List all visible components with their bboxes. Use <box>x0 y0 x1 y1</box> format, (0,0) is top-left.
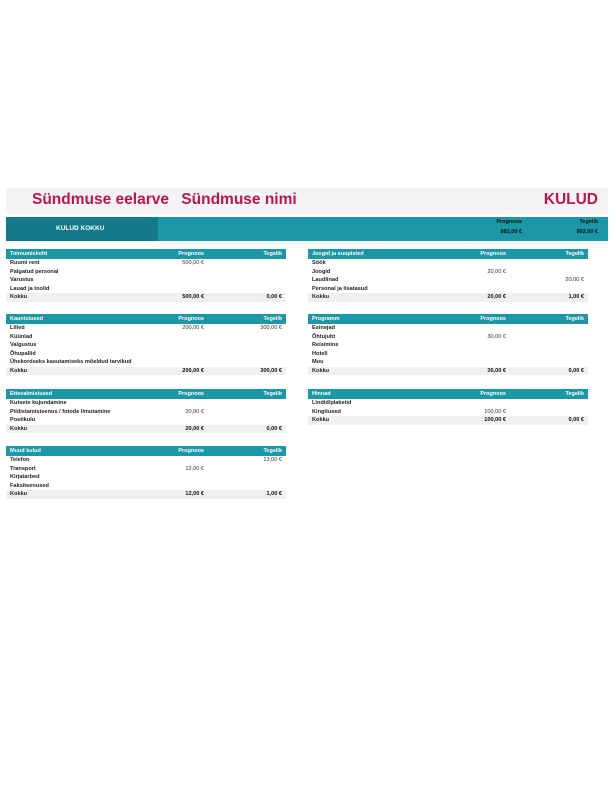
section-title: Joogid ja suupisted <box>312 250 364 257</box>
forecast-header: Prognoos <box>480 250 506 257</box>
section-title: Kaunistused <box>10 315 44 322</box>
section-header <box>308 249 588 259</box>
table-row <box>6 456 286 465</box>
total-forecast: 30,00 € <box>487 367 506 374</box>
total-actual: 1,00 € <box>568 294 584 300</box>
forecast-header: Prognoos <box>178 250 204 257</box>
total-actual: 300,00 € <box>260 367 282 374</box>
total-forecast: 200,00 € <box>182 367 204 374</box>
total-actual-header: Tegelik <box>579 219 598 225</box>
section-3 <box>308 314 588 375</box>
section-header <box>6 249 286 259</box>
total-label: Kokku <box>10 367 28 374</box>
section-4 <box>6 389 286 433</box>
section-header <box>308 314 588 324</box>
total-forecast: 12,00 € <box>185 491 204 497</box>
table-row <box>308 358 588 367</box>
section-title: Toimumiskoht <box>10 250 48 257</box>
table-row <box>6 285 286 294</box>
row-label: Ühekordseks kasutamiseks mõeldud tarvikud <box>10 359 132 365</box>
title-bar <box>6 188 608 214</box>
total-forecast-value: 882,00 € <box>500 229 522 235</box>
table-row <box>6 324 286 333</box>
section-5 <box>308 389 588 425</box>
total-actual: 0,00 € <box>266 294 282 300</box>
total-row <box>6 490 286 499</box>
row-label: Palgatud personal <box>10 268 59 275</box>
row-label: Pildistamisteenus / fotode ilmutamine <box>10 408 111 415</box>
row-label: Kirjatarbed <box>10 474 40 480</box>
table-row <box>308 341 588 350</box>
table-row <box>6 482 286 491</box>
table-row <box>6 408 286 417</box>
section-header <box>6 389 286 399</box>
row-actual: 300,00 € <box>260 325 282 331</box>
forecast-header: Prognoos <box>480 315 506 322</box>
table-row <box>308 350 588 359</box>
budget-page <box>6 188 608 497</box>
row-label: Joogid <box>312 268 331 275</box>
total-actual: 0,00 € <box>568 367 584 374</box>
total-forecast: 100,00 € <box>484 417 506 423</box>
total-expenses-values <box>158 217 608 241</box>
row-label: Hotell <box>312 350 328 357</box>
section-title: Ettevalmistused <box>10 390 53 397</box>
actual-header: Tegelik <box>565 390 584 397</box>
row-forecast: 20,00 € <box>487 268 506 275</box>
row-label: Küünlad <box>10 333 33 340</box>
row-label: Laudlinad <box>312 277 339 283</box>
row-label: Kutsete kujundamine <box>10 400 67 406</box>
section-header <box>6 314 286 324</box>
total-forecast: 20,00 € <box>487 294 506 300</box>
row-label: Õhtujuht <box>312 333 336 340</box>
row-label: Õhupallid <box>10 350 36 357</box>
total-actual: 0,00 € <box>266 425 282 432</box>
table-row <box>6 416 286 425</box>
section-title: Muud kulud <box>10 447 41 454</box>
section-header <box>308 389 588 399</box>
title-event-name: Sündmuse nimi <box>181 191 297 208</box>
row-actual: 20,00 € <box>565 277 584 283</box>
row-label: Varustus <box>10 277 34 283</box>
row-forecast: 30,00 € <box>487 333 506 340</box>
row-label: Ruumi rent <box>10 260 40 266</box>
row-forecast: 12,00 € <box>185 465 204 472</box>
actual-header: Tegelik <box>263 447 282 454</box>
row-label: Faksiteenused <box>10 482 49 489</box>
total-row <box>308 416 588 425</box>
title-expenses: KULUD <box>543 191 598 208</box>
actual-header: Tegelik <box>565 315 584 322</box>
table-row <box>308 268 588 277</box>
page-title <box>32 191 305 209</box>
total-actual: 1,00 € <box>266 491 282 497</box>
row-label: Muu <box>312 359 324 365</box>
table-row <box>6 268 286 277</box>
actual-header: Tegelik <box>263 315 282 322</box>
total-forecast: 20,00 € <box>185 425 204 432</box>
section-0 <box>6 249 286 302</box>
table-row <box>308 408 588 417</box>
total-label: Kokku <box>10 425 28 432</box>
total-expenses-label: KULUD KOKKU <box>6 217 158 241</box>
total-row <box>6 367 286 376</box>
forecast-header: Prognoos <box>480 390 506 397</box>
row-forecast: 100,00 € <box>484 408 506 415</box>
row-label: Valgustus <box>10 342 37 348</box>
total-row <box>308 367 588 376</box>
table-row <box>308 399 588 408</box>
title-budget: Sündmuse eelarve <box>32 191 169 208</box>
actual-header: Tegelik <box>263 390 282 397</box>
table-row <box>308 276 588 285</box>
section-6 <box>6 446 286 499</box>
row-label: Lindid/plaketid <box>312 400 352 406</box>
table-row <box>6 350 286 359</box>
forecast-header: Prognoos <box>178 390 204 397</box>
table-row <box>308 259 588 268</box>
actual-header: Tegelik <box>263 250 282 257</box>
row-label: Personal ja lisatasud <box>312 285 368 292</box>
total-label: Kokku <box>312 417 330 423</box>
section-1 <box>308 249 588 302</box>
forecast-header: Prognoos <box>178 315 204 322</box>
total-forecast: 500,00 € <box>182 294 204 300</box>
section-2 <box>6 314 286 375</box>
table-row <box>6 399 286 408</box>
table-row <box>6 465 286 474</box>
table-row <box>6 259 286 268</box>
row-label: Lilled <box>10 325 25 331</box>
row-label: Lauad ja toolid <box>10 285 50 292</box>
total-row <box>6 425 286 434</box>
forecast-header: Prognoos <box>178 447 204 454</box>
table-row <box>6 358 286 367</box>
table-row <box>308 333 588 342</box>
table-row <box>6 473 286 482</box>
total-forecast-header: Prognoos <box>496 219 522 225</box>
total-label: Kokku <box>10 491 28 497</box>
total-actual: 0,00 € <box>568 417 584 423</box>
row-label: Esinejad <box>312 325 336 331</box>
row-actual: 13,00 € <box>263 457 282 463</box>
table-row <box>308 324 588 333</box>
section-title: Programm <box>312 315 340 322</box>
row-label: Postikulu <box>10 417 36 423</box>
row-label: Transport <box>10 465 36 472</box>
table-row <box>308 285 588 294</box>
row-forecast: 500,00 € <box>182 260 204 266</box>
total-row <box>308 293 588 302</box>
row-label: Telefon <box>10 457 30 463</box>
section-header <box>6 446 286 456</box>
row-label: Reisimine <box>312 342 339 348</box>
total-actual-value: 902,00 € <box>576 229 598 235</box>
table-row <box>6 276 286 285</box>
row-label: Söök <box>312 260 326 266</box>
section-title: Hinnad <box>312 390 331 397</box>
row-forecast: 20,00 € <box>185 408 204 415</box>
row-forecast: 200,00 € <box>182 325 204 331</box>
total-label: Kokku <box>10 294 28 300</box>
table-row <box>6 341 286 350</box>
table-row <box>6 333 286 342</box>
total-row <box>6 293 286 302</box>
total-label: Kokku <box>312 367 330 374</box>
total-label: Kokku <box>312 294 330 300</box>
actual-header: Tegelik <box>565 250 584 257</box>
row-label: Kingitused <box>312 408 341 415</box>
total-expenses-bar <box>6 217 608 241</box>
